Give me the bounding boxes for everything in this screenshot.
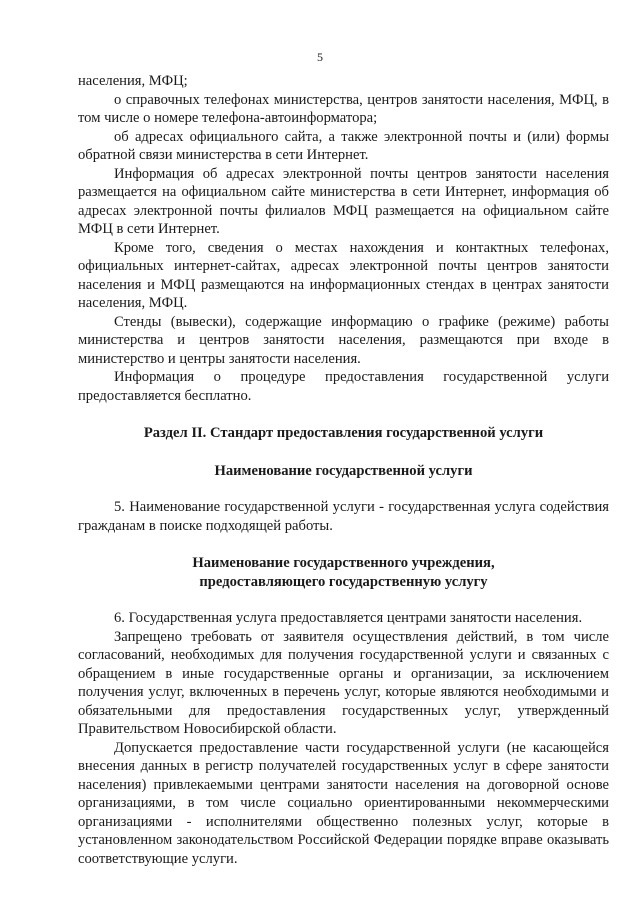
paragraph-6: 6. Государственная услуга предоставляется центрами занятости населения. — [114, 610, 583, 626]
section-title: Раздел II. Стандарт предоставления государственной услуги — [143, 425, 544, 441]
paragraph: Кроме того, сведения о местах нахождения и контактных телефонах, официальных интернет-сайтах, адресах электронной почты центров занятости населения и МФЦ размещаются на информационных стендах в центрах занятости населения, МФЦ. — [78, 239, 609, 311]
paragraph: Запрещено требовать от заявителя осуществления действий, в том числе согласований, необходимых для получения государственной услуги и связанных с обращением в иные государственные органы и организации, за исключением получения услуг, включенных в перечень услуг, которые являются необходимыми и обязательными для предоставления государственных услуг, утвержденный Правительством Новосибирской области. — [78, 628, 609, 737]
paragraph: Допускается предоставление части государственной услуги (не касающейся внесения данных в регистр получателей государственных услуг в сфере занятости населения) привлекаемыми центрами занятости населения на договорной основе организациями, в том числе социально ориентированными некоммерческими организациями - исполнителями общественно полезных услуг, которые в установленном законодательством Российской Федерации порядке вправе оказывать соответствующие услуги. — [78, 739, 609, 867]
subheading-institution-line-1: Наименование государственного учреждения, — [192, 555, 495, 571]
paragraph: Стенды (вывески), содержащие информацию о графике (режиме) работы министерства и центров занятости населения, размещаются при входе в министерство и центры занятости населения. — [78, 313, 609, 367]
paragraph-5: 5. Наименование государственной услуги - государственная услуга содействия гражданам в поиске подходящей работы. — [78, 499, 609, 534]
page-number: 5 — [317, 50, 323, 64]
paragraph: населения, МФЦ; — [78, 73, 188, 89]
paragraph: о справочных телефонах министерства, центров занятости населения, МФЦ, в том числе о номере телефона-автоинформатора; — [78, 91, 609, 126]
paragraph: об адресах официального сайта, а также электронной почты и (или) формы обратной связи министерства в сети Интернет. — [78, 128, 609, 163]
paragraph: Информация о процедуре предоставления государственной услуги предоставляется бесплатно. — [78, 369, 609, 404]
document-body — [78, 72, 609, 868]
subheading-institution-line-2: предоставляющего государственную услугу — [199, 573, 488, 590]
subheading-service-name: Наименование государственной услуги — [214, 462, 473, 479]
paragraph: Информация об адресах электронной почты центров занятости населения размещается на официальном сайте министерства в сети Интернет, информация об адресах электронной почты филиалов МФЦ размещается на официальном сайте МФЦ в сети Интернет. — [78, 165, 609, 237]
